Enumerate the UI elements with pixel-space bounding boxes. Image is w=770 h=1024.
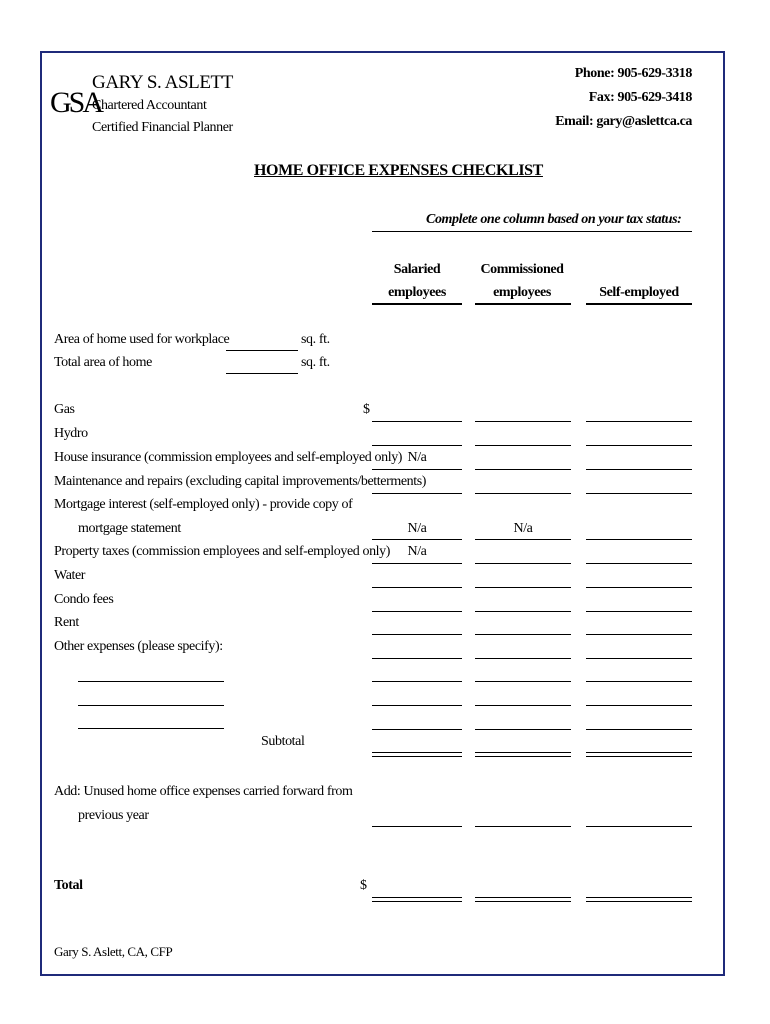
amount-total-field[interactable]: [586, 897, 692, 902]
expense-mortgage-label: Mortgage interest (self-employed only) - provide copy of: [54, 497, 353, 512]
na-marker: N/a: [407, 450, 427, 465]
total-currency-symbol: $: [360, 878, 367, 893]
amount-entry-field[interactable]: [372, 563, 462, 564]
firm-name: GARY S. ASLETT: [92, 72, 233, 93]
column-rule-commissioned: [475, 303, 571, 305]
carried-forward-label-cont: previous year: [78, 808, 149, 823]
expense-maintenance-label: Maintenance and repairs (excluding capital improvements/betterments): [54, 474, 427, 489]
amount-entry-field[interactable]: [475, 493, 571, 494]
amount-entry-field[interactable]: [586, 493, 692, 494]
other-expense-specify-field[interactable]: [78, 681, 224, 682]
amount-entry-field[interactable]: [586, 705, 692, 706]
phone-number: Phone: 905-629-3318: [574, 66, 692, 81]
amount-entry-field[interactable]: [586, 469, 692, 470]
amount-entry-field[interactable]: [372, 539, 462, 540]
amount-entry-field[interactable]: [372, 611, 462, 612]
expense-condo-fees-label: Condo fees: [54, 592, 114, 607]
na-marker: N/a: [513, 521, 533, 536]
amount-entry-field[interactable]: [475, 658, 571, 659]
amount-entry-field[interactable]: [372, 658, 462, 659]
area-workplace-field[interactable]: [226, 350, 298, 351]
amount-entry-field[interactable]: [586, 658, 692, 659]
amount-entry-field[interactable]: [372, 587, 462, 588]
gsa-logo: [50, 78, 102, 126]
instruction-rule: [372, 231, 692, 232]
amount-entry-field[interactable]: [372, 421, 462, 422]
amount-entry-field[interactable]: [586, 539, 692, 540]
page-title: HOME OFFICE EXPENSES CHECKLIST: [254, 162, 543, 179]
amount-total-field[interactable]: [475, 897, 571, 902]
amount-entry-field[interactable]: [475, 681, 571, 682]
amount-entry-field[interactable]: [586, 826, 692, 827]
firm-subtitle-1: Chartered Accountant: [92, 98, 207, 113]
expense-hydro-label: Hydro: [54, 426, 88, 441]
na-marker: N/a: [407, 521, 427, 536]
area-workplace-unit: sq. ft.: [301, 332, 330, 347]
amount-entry-field[interactable]: [475, 587, 571, 588]
currency-symbol: $: [363, 402, 370, 417]
amount-entry-field[interactable]: [475, 563, 571, 564]
expense-other-label: Other expenses (please specify):: [54, 639, 223, 654]
footer-signature: Gary S. Aslett, CA, CFP: [54, 944, 173, 959]
amount-entry-field[interactable]: [475, 421, 571, 422]
subtotal-label: Subtotal: [261, 734, 305, 749]
logo-text: GSA: [50, 86, 102, 119]
amount-entry-field[interactable]: [372, 493, 462, 494]
amount-entry-field[interactable]: [475, 611, 571, 612]
column-header-self-employed: Self-employed: [599, 285, 679, 300]
total-label: Total: [54, 878, 83, 893]
column-rule-self-employed: [586, 303, 692, 305]
amount-entry-field[interactable]: [372, 681, 462, 682]
expense-rent-label: Rent: [54, 615, 79, 630]
amount-entry-field[interactable]: [475, 826, 571, 827]
fax-number: Fax: 905-629-3418: [588, 90, 692, 105]
amount-total-field[interactable]: [475, 752, 571, 757]
amount-entry-field[interactable]: [475, 469, 571, 470]
carried-forward-label: Add: Unused home office expenses carried forward from: [54, 784, 353, 799]
area-total-unit: sq. ft.: [301, 355, 330, 370]
area-total-field[interactable]: [226, 373, 298, 374]
amount-entry-field[interactable]: [475, 729, 571, 730]
amount-entry-field[interactable]: [372, 705, 462, 706]
amount-entry-field[interactable]: [586, 563, 692, 564]
expense-gas-label: Gas: [54, 402, 75, 417]
amount-entry-field[interactable]: [372, 634, 462, 635]
email-address: Email: gary@aslettca.ca: [555, 114, 692, 129]
expense-property-taxes-label: Property taxes (commission employees and self-employed only): [54, 544, 391, 559]
amount-entry-field[interactable]: [475, 445, 571, 446]
amount-entry-field[interactable]: [586, 681, 692, 682]
amount-entry-field[interactable]: [372, 445, 462, 446]
amount-total-field[interactable]: [372, 752, 462, 757]
area-workplace-label: Area of home used for workplace: [54, 332, 230, 347]
other-expense-specify-field[interactable]: [78, 728, 224, 729]
amount-entry-field[interactable]: [586, 445, 692, 446]
amount-entry-field[interactable]: [372, 826, 462, 827]
amount-entry-field[interactable]: [586, 611, 692, 612]
expense-water-label: Water: [54, 568, 86, 583]
firm-subtitle-2: Certified Financial Planner: [92, 120, 233, 135]
amount-entry-field[interactable]: [586, 587, 692, 588]
amount-total-field[interactable]: [586, 752, 692, 757]
amount-entry-field[interactable]: [586, 729, 692, 730]
amount-entry-field[interactable]: [372, 729, 462, 730]
amount-entry-field[interactable]: [475, 539, 571, 540]
column-header-commissioned: Commissioned employees: [480, 262, 564, 300]
amount-total-field[interactable]: [372, 897, 462, 902]
expense-mortgage-label-cont: mortgage statement: [78, 521, 181, 536]
expense-house-insurance-label: House insurance (commission employees and self-employed only): [54, 450, 403, 465]
na-marker: N/a: [407, 544, 427, 559]
amount-entry-field[interactable]: [475, 705, 571, 706]
column-header-salaried: Salaried employees: [388, 262, 446, 300]
instruction-text: Complete one column based on your tax status:: [426, 212, 682, 227]
area-total-label: Total area of home: [54, 355, 152, 370]
amount-entry-field[interactable]: [475, 634, 571, 635]
other-expense-specify-field[interactable]: [78, 705, 224, 706]
amount-entry-field[interactable]: [372, 469, 462, 470]
amount-entry-field[interactable]: [586, 634, 692, 635]
column-rule-salaried: [372, 303, 462, 305]
page-border: [40, 51, 725, 976]
amount-entry-field[interactable]: [586, 421, 692, 422]
